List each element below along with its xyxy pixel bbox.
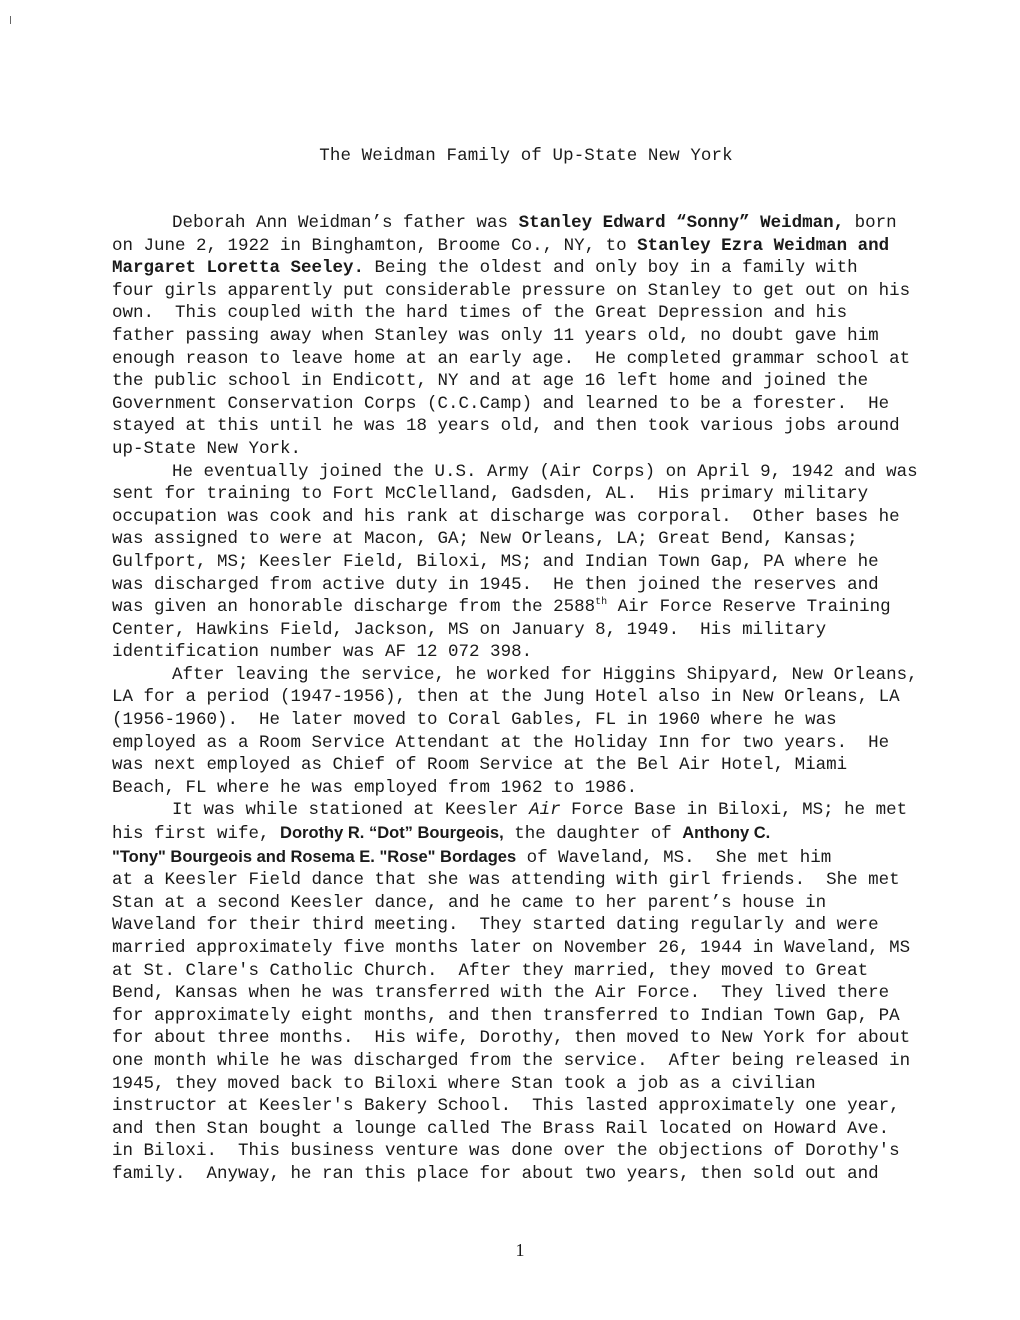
text-run: It was while stationed at Keesler [172,800,530,821]
text-line [112,257,952,280]
text-line [112,686,952,709]
text-line [112,438,952,461]
text-run: Being the oldest and only boy in a family with [364,258,858,279]
text-line [112,1050,952,1073]
person-name: Anthony C. [682,824,771,843]
text-line [112,822,952,846]
text-line [112,937,952,960]
text-line [112,302,952,325]
person-name: Dorothy R. “Dot” Bourgeois, [280,824,504,843]
text-line [112,1005,952,1028]
text-run: employed as a Room Service Attendant at the Holiday Inn for two years. He [112,732,890,753]
person-name: Margaret Loretta Seeley. [112,258,365,279]
text-run: married approximately five months later on November 26, 1944 in Waveland, MS [112,938,911,958]
text-run: instructor at Keesler's Bakery School. This lasted approximately one year, [112,1096,900,1117]
text-run: sent for training to Fort McClelland, Gadsden, AL. His primary military [112,484,869,505]
text-line [112,393,952,416]
text-run: was assigned to were at Macon, GA; New Orleans, LA; Great Bend, Kansas; [112,529,858,550]
text-run: the daughter of [503,824,683,845]
paragraph [112,799,952,1185]
text-run: Beach, FL where he was employed from 1962 to 1986. [112,777,638,798]
text-line [112,506,952,529]
text-run: (1956-1960). He later moved to Coral Gables, FL in 1960 where he was [112,710,837,731]
text-run: was discharged from active duty in 1945. He then joined the reserves and [112,574,879,595]
text-line [112,528,952,551]
page-number: 1 [515,1240,525,1260]
paragraph [112,664,952,800]
text-run: one month while he was discharged from the service. After being released in [112,1050,911,1071]
text-run: in Biloxi. This business venture was done over the objections of Dorothy's [112,1141,900,1162]
text-line [112,892,952,915]
text-line [112,461,952,484]
document-title: The Weidman Family of Up-State New York [319,146,733,166]
text-run: After leaving the service, he worked for Higgins Shipyard, New Orleans, [172,664,918,685]
text-run: at a Keesler Field dance that she was attending with girl friends. She met [112,870,900,891]
paragraph [112,461,952,664]
text-line [112,1073,952,1096]
text-line [112,709,952,732]
text-line [112,348,952,371]
text-line [112,641,952,664]
ordinal-suffix: th [595,597,608,609]
text-run: Gulfport, MS; Keesler Field, Biloxi, MS; and Indian Town Gap, PA where he [112,551,879,572]
text-line [112,415,952,438]
text-line [112,1163,952,1186]
text-run: father passing away when Stanley was only 11 years old, no doubt gave him [112,325,879,346]
text-run: Stan at a second Keesler dance, and he came to her parent’s house in [112,892,827,913]
text-run: family. Anyway, he ran this place for about two years, then sold out and [112,1163,879,1184]
text-run: LA for a period (1947-1956), then at the Jung Hotel also in New Orleans, LA [112,687,900,708]
text-line [112,732,952,755]
text-line [112,574,952,597]
text-line [112,1027,952,1050]
text-run: and then Stan bought a lounge called The Brass Rail located on Howard Ave. [112,1118,890,1139]
text-run: identification number was AF 12 072 398. [112,642,533,663]
text-line [112,596,952,619]
text-run: was given an honorable discharge from the 2588 [112,597,596,618]
text-line [112,619,952,642]
text-run: for about three months. His wife, Dorothy, then moved to New York for about [112,1028,911,1049]
document-body [112,212,952,1186]
text-run: Air [529,800,561,821]
text-line [112,370,952,393]
person-name: "Tony" Bourgeois and Rosema E. "Rose" Bordages [112,847,517,866]
text-run: He eventually joined the U.S. Army (Air Corps) on April 9, 1942 and was [172,461,918,482]
text-run: Force Base in Biloxi, MS; he met [560,800,908,821]
text-line [112,846,952,870]
text-line [112,869,952,892]
text-run: stayed at this until he was 18 years old, and then took various jobs around [112,416,900,437]
text-run: Air Force Reserve Training [607,597,891,618]
text-line [112,212,952,235]
text-run: Bend, Kansas when he was transferred with the Air Force. They lived there [112,983,890,1004]
text-line [112,960,952,983]
text-run: enough reason to leave home at an early age. He completed grammar school at [112,348,911,369]
text-run: born [844,213,897,233]
text-line [112,1095,952,1118]
text-run: Center, Hawkins Field, Jackson, MS on January 8, 1949. His military [112,619,827,640]
text-run: at St. Clare's Catholic Church. After they married, they moved to Great [112,960,869,981]
text-run: 1945, they moved back to Biloxi where Stan took a job as a civilian [112,1073,816,1094]
text-line [112,483,952,506]
text-run: his first wife, [112,824,281,845]
text-run: four girls apparently put considerable pressure on Stanley to get out on his [112,280,911,301]
text-line [112,235,952,258]
text-run: up-State New York. [112,438,302,459]
text-line [112,754,952,777]
text-run: Waveland for their third meeting. They started dating regularly and were [112,915,879,936]
person-name: Stanley Edward “Sonny” Weidman, [518,213,845,233]
text-line [112,1140,952,1163]
text-run: the public school in Endicott, NY and at age 16 left home and joined the [112,371,869,392]
text-line [112,799,952,822]
text-line [112,664,952,687]
text-line [112,1118,952,1141]
paragraph [112,212,952,461]
scan-mark [10,16,11,24]
text-run: was next employed as Chief of Room Service at the Bel Air Hotel, Miami [112,755,848,776]
text-line [112,777,952,800]
text-run: for approximately eight months, and then transferred to Indian Town Gap, PA [112,1005,900,1026]
text-line [112,325,952,348]
text-line [112,914,952,937]
text-line [112,280,952,303]
person-name: Stanley Ezra Weidman and [637,235,890,256]
text-run: own. This coupled with the hard times of the Great Depression and his [112,303,848,324]
text-line [112,982,952,1005]
text-run: Government Conservation Corps (C.C.Camp) and learned to be a forester. He [112,393,890,414]
text-line [112,551,952,574]
text-run: of Waveland, MS. She met him [516,847,832,868]
text-run: occupation was cook and his rank at discharge was corporal. Other bases he [112,506,900,527]
text-run: on June 2, 1922 in Binghamton, Broome Co., NY, to [112,235,638,256]
text-run: Deborah Ann Weidman’s father was [172,213,519,233]
